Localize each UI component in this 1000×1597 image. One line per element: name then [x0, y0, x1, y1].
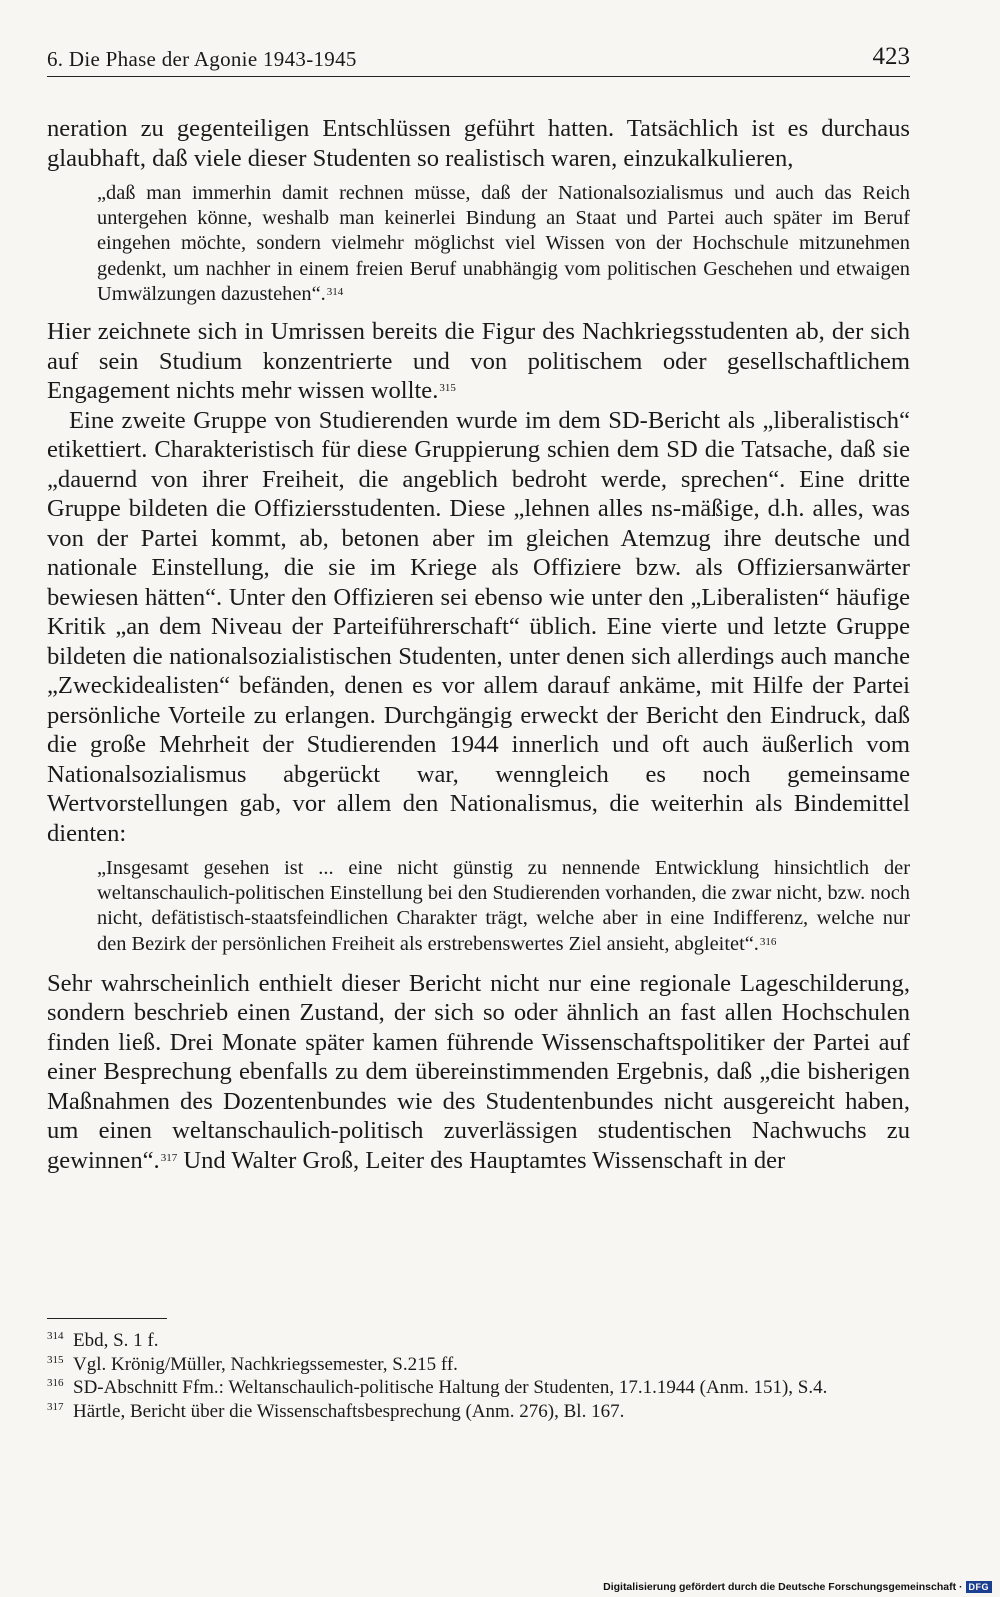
block-quote-2	[97, 856, 910, 957]
footnote-number: 314	[47, 1330, 64, 1342]
paragraph-2	[47, 317, 910, 406]
page-number: 423	[872, 43, 910, 70]
running-title: 6. Die Phase der Agonie 1943-1945	[47, 47, 357, 71]
paragraph-3: Eine zweite Gruppe von Studierenden wurde im dem SD-Bericht als „liberalistisch“ etikettiert. Charakteristisch für diese Gruppierung schien dem SD die Tatsache, daß sie „dauernd von ihrer Freiheit, die angeblich bedroht werde, sprechen“. Eine dritte Gruppe bildeten die Offiziersstudenten. Diese „lehnen alles ns-mäßige, d.h. alles, was von der Partei kommt, ab, betonen aber im gleichen Atemzug ihre deutsche und nationale Einstellung, die sie im Kriege als Offiziere bzw. als Offiziersanwärter bewiesen hätten“. Unter den Offizieren sei ebenso wie unter den „Liberalisten“ häufige Kritik „an dem Niveau der Parteiführerschaft“ üblich. Eine vierte und letzte Gruppe bildeten die nationalsozialistischen Studenten, unter denen sich allerdings auch manche „Zweckidealisten“ befänden, denen es vor allem darauf ankäme, mit Hilfe der Partei persönliche Vorteile zu erlangen. Durchgängig erweckt der Bericht den Eindruck, daß die große Mehrheit der Studierenden 1944 innerlich und oft auch äußerlich vom Nationalsozialismus abgerückt war, wenngleich es noch gemeinsame Wertvorstellungen gab, vor allem den Nationalismus, die weiterhin als Bindemittel dienten:	[47, 406, 910, 847]
header-rule	[47, 76, 910, 77]
footnote-ref-315[interactable]: 315	[439, 382, 456, 395]
footnote-text: Härtle, Bericht über die Wissenschaftsbesprechung (Anm. 276), Bl. 167.	[73, 1400, 625, 1422]
footnote	[47, 1400, 910, 1424]
footnote	[47, 1376, 910, 1400]
footnote-text: SD-Abschnitt Ffm.: Weltanschaulich-politische Haltung der Studenten, 17.1.1944 (Anm. 151), S.4.	[73, 1377, 828, 1398]
footnote-text: Vgl. Krönig/Müller, Nachkriegssemester, S.215 ff.	[73, 1353, 458, 1375]
footnote-rule	[47, 1318, 167, 1319]
paragraph-4	[47, 969, 910, 1176]
paragraph-4-text-b: Und Walter Groß, Leiter des Hauptamtes Wissenschaft in der	[177, 1146, 786, 1174]
footnote-ref-317[interactable]: 317	[160, 1151, 178, 1164]
footnote-ref-316[interactable]: 316	[759, 935, 777, 948]
quote-2-text: „Insgesamt gesehen ist ... eine nicht günstig zu nennende Entwicklung hinsichtlich der weltanschaulich-politischen Einstellung bei den Studierenden vorhanden, die zwar nicht, bzw. noch nicht, defätistisch-staatsfeindlichen Charakter trägt, welche aber in eine Indifferenz, welche nur den Bezirk der persönlichen Freiheit als erstrebenswertes Ziel ansieht, abgleitet“.	[97, 857, 910, 955]
block-quote-1	[97, 181, 910, 307]
footnote-text: Ebd, S. 1 f.	[73, 1330, 159, 1351]
credit-text: Digitalisierung gefördert durch die Deutsche Forschungsgemeinschaft ·	[603, 1581, 963, 1593]
paragraph-4-text-a: Sehr wahrscheinlich enthielt dieser Bericht nicht nur eine regionale Lageschilderung, sondern beschrieb einen Zustand, der sich so oder ähnlich an fast allen Hochschulen finden ließ. Drei Monate später kamen führende Wissenschaftspolitiker der Partei auf einer Besprechung ebenfalls zu dem übereinstimmenden Ergebnis, daß „die bisherigen Maßnahmen des Dozentenbundes wie des Studentenbundes nicht ausgereicht haben, um einen weltanschaulich-politisch zuverlässigen studentischen Nachwuchs zu gewinnen“.	[47, 969, 910, 1174]
paragraph-1: neration zu gegenteiligen Entschlüssen geführt hatten. Tatsächlich ist es durchaus glaubhaft, daß viele dieser Studenten so realistisch waren, einzukalkulieren,	[47, 115, 910, 172]
digitization-credit	[603, 1581, 992, 1593]
footnote-number: 315	[47, 1353, 64, 1366]
dfg-logo-icon: DFG	[966, 1581, 993, 1593]
quote-1-text: „daß man immerhin damit rechnen müsse, daß der Nationalsozialismus und auch das Reich untergehen könne, weshalb man keinerlei Bindung an Staat und Partei auch später im Beruf eingehen möchte, sondern vielmehr möglichst viel Wissen von der Hochschule mitzunehmen gedenkt, um nachher in einem freien Beruf unabhängig vom politischen Geschehen und etwaigen Umwälzungen dazustehen“.	[97, 182, 910, 305]
footnote-ref-314[interactable]: 314	[326, 285, 344, 298]
footnote	[47, 1329, 910, 1353]
footnote	[47, 1353, 910, 1377]
paragraph-2-text: Hier zeichnete sich in Umrissen bereits die Figur des Nachkriegsstudenten ab, der sich auf sein Studium konzentrierte und von politischem oder gesellschaftlichem Engagement nichts mehr wissen wollte.	[47, 318, 910, 405]
footnotes	[47, 1329, 910, 1423]
main-text	[47, 114, 910, 1175]
footnote-number: 317	[47, 1400, 64, 1413]
footnote-number: 316	[47, 1377, 64, 1389]
